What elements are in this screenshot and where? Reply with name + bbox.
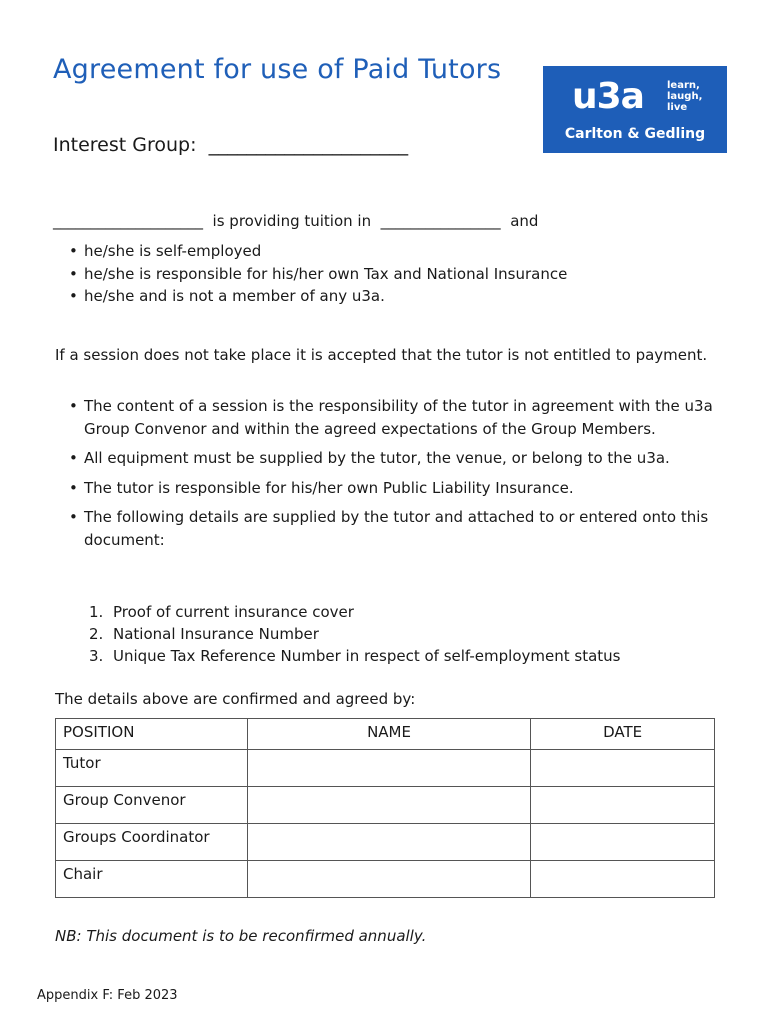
position-cell: Groups Coordinator bbox=[56, 824, 248, 861]
tutor-name-blank[interactable]: ____________________ bbox=[53, 212, 203, 230]
logo-branch: Carlton & Gedling bbox=[564, 126, 706, 142]
column-header-name: NAME bbox=[247, 719, 530, 750]
tuition-line bbox=[53, 212, 538, 230]
tuition-text: is providing tuition in bbox=[212, 212, 372, 230]
interest-group-blank[interactable]: _____________________ bbox=[208, 134, 409, 156]
logo-mark: u3a bbox=[572, 76, 644, 117]
column-header-position: POSITION bbox=[56, 719, 248, 750]
list-item: • he/she and is not a member of any u3a. bbox=[53, 285, 567, 308]
position-cell: Chair bbox=[56, 861, 248, 898]
name-cell[interactable] bbox=[247, 787, 530, 824]
list-item: • The content of a session is the responsibility of the tutor in agreement with the u3a Group Convenor and within the agreed expectations of the Group Members. bbox=[55, 395, 720, 440]
date-cell[interactable] bbox=[531, 824, 715, 861]
signature-table bbox=[55, 718, 715, 898]
list-item: • All equipment must be supplied by the tutor, the venue, or belong to the u3a. bbox=[55, 447, 720, 470]
position-cell: Tutor bbox=[56, 750, 248, 787]
u3a-logo bbox=[543, 66, 727, 153]
table-row bbox=[56, 824, 715, 861]
conditions-list bbox=[55, 395, 720, 558]
list-item: • he/she is self-employed bbox=[53, 240, 567, 263]
interest-group-line bbox=[53, 134, 408, 156]
table-row bbox=[56, 750, 715, 787]
name-cell[interactable] bbox=[247, 750, 530, 787]
date-cell[interactable] bbox=[531, 861, 715, 898]
table-row bbox=[56, 787, 715, 824]
list-item: 3. Unique Tax Reference Number in respect of self-employment status bbox=[89, 647, 621, 665]
annual-note: NB: This document is to be reconfirmed annually. bbox=[55, 927, 427, 945]
list-item: • The tutor is responsible for his/her own Public Liability Insurance. bbox=[55, 477, 720, 500]
subject-blank[interactable]: ________________ bbox=[380, 212, 501, 230]
date-cell[interactable] bbox=[531, 750, 715, 787]
name-cell[interactable] bbox=[247, 824, 530, 861]
document-title: Agreement for use of Paid Tutors bbox=[53, 54, 502, 85]
name-cell[interactable] bbox=[247, 861, 530, 898]
confirmation-text: The details above are confirmed and agreed by: bbox=[55, 690, 416, 708]
position-cell: Group Convenor bbox=[56, 787, 248, 824]
table-row bbox=[56, 861, 715, 898]
list-item: • The following details are supplied by the tutor and attached to or entered onto this document: bbox=[55, 506, 720, 551]
list-item: 1. Proof of current insurance cover bbox=[89, 603, 354, 621]
list-item: 2. National Insurance Number bbox=[89, 625, 319, 643]
and-text: and bbox=[510, 212, 539, 230]
table-header-row bbox=[56, 719, 715, 750]
required-details-list bbox=[89, 601, 620, 667]
interest-group-label: Interest Group: bbox=[53, 134, 197, 156]
list-item: • he/she is responsible for his/her own Tax and National Insurance bbox=[53, 263, 567, 286]
date-cell[interactable] bbox=[531, 787, 715, 824]
column-header-date: DATE bbox=[531, 719, 715, 750]
logo-tagline: learn, laugh, live bbox=[667, 80, 703, 113]
payment-paragraph: If a session does not take place it is accepted that the tutor is not entitled to payment. bbox=[55, 346, 708, 364]
tutor-status-list bbox=[53, 240, 567, 308]
footer-appendix: Appendix F: Feb 2023 bbox=[37, 988, 178, 1003]
